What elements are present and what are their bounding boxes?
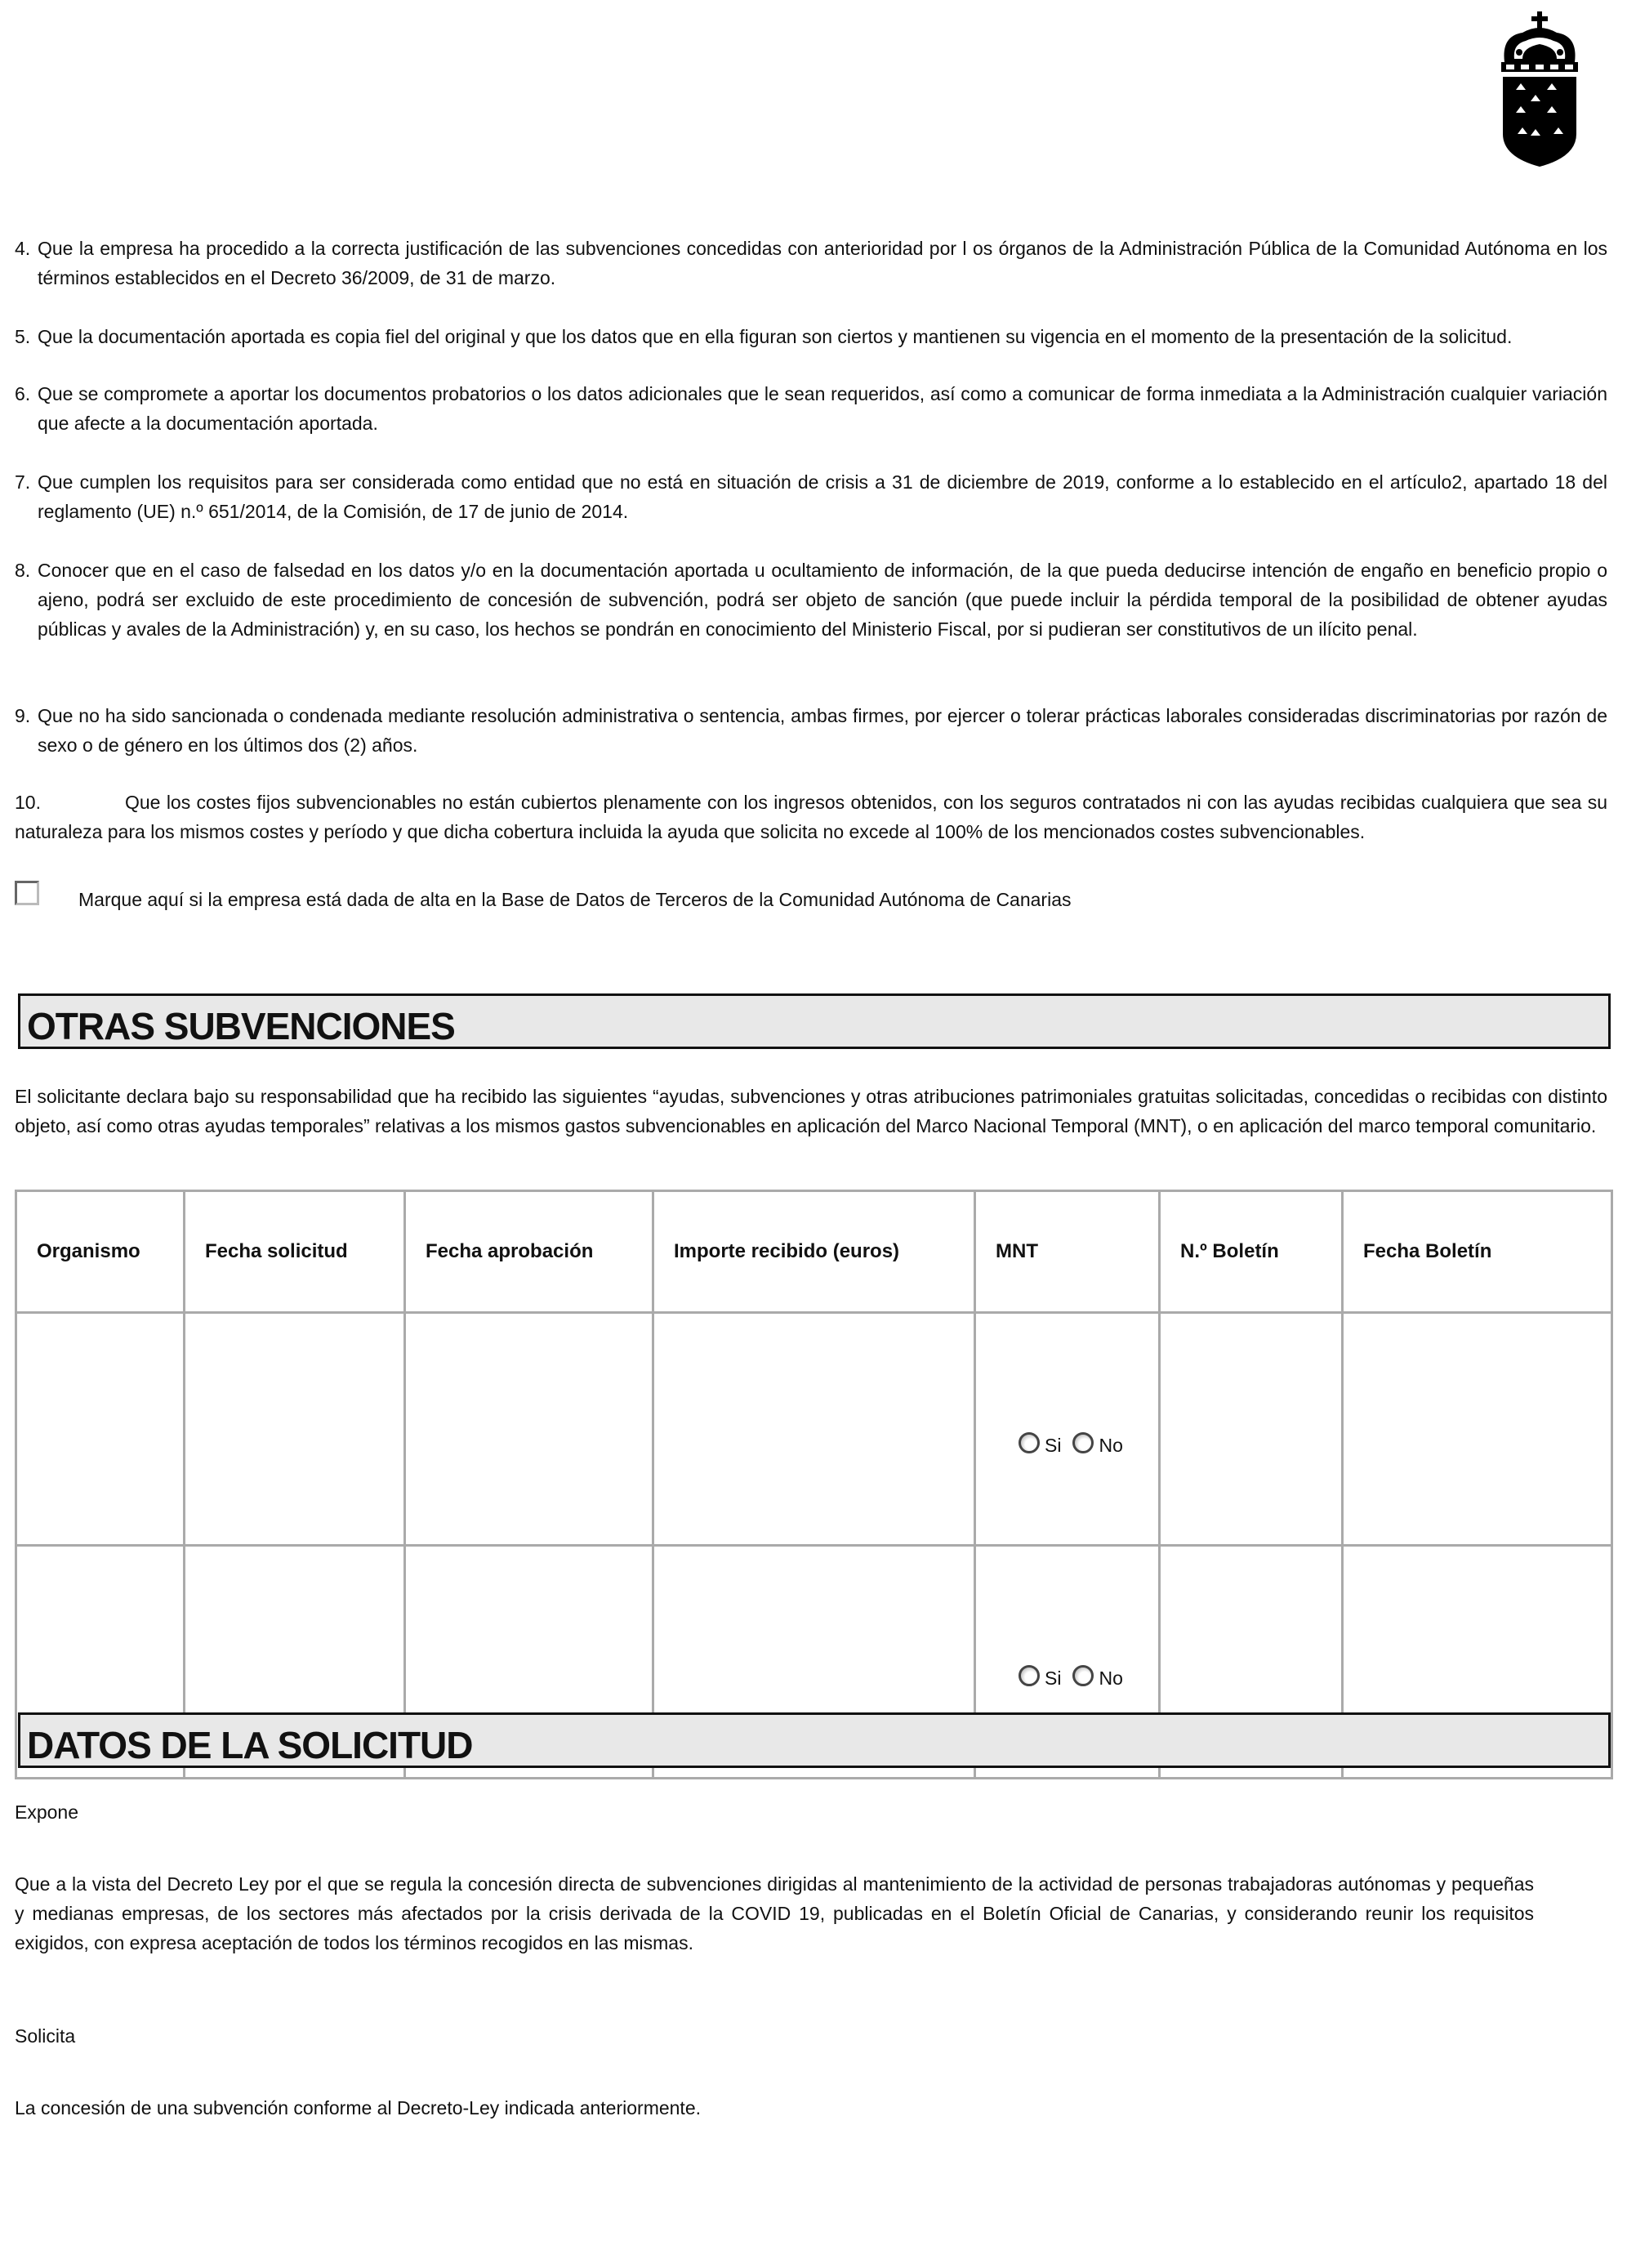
radio-label-si: Si	[1045, 1668, 1062, 1689]
declaration-item	[15, 467, 1607, 526]
declaration-item	[15, 788, 1607, 846]
column-header: Importe recibido (euros)	[653, 1191, 975, 1313]
radio-label-no: No	[1099, 1668, 1123, 1689]
radio-label-no: No	[1099, 1435, 1123, 1456]
item-text: Que la documentación aportada es copia fiel del original y que los datos que en ella figuran son ciertos y mantienen su vigencia en el momento de la presentación de la solicitud.	[38, 326, 1513, 347]
mnt-radio-si[interactable]	[1019, 1665, 1040, 1686]
solicita-text: La concesión de una subvención conforme al Decreto-Ley indicada anteriormente.	[15, 2097, 702, 2118]
expone-text: Que a la vista del Decreto Ley por el que se regula la concesión directa de subvenciones dirigidas al mantenimiento de la actividad de personas trabajadoras autónomas y pequeñas y medianas empresas, de los sectores más afectados por la crisis derivada de la COVID 19, publicadas en el Boletín Oficial de Canarias, y considerando reunir los requisitos exigidos, con expresa aceptación de todos los términos recogidos en las mismas.	[15, 1873, 1534, 1953]
column-header: Fecha solicitud	[185, 1191, 405, 1313]
item-text: Que se compromete a aportar los documentos probatorios o los datos adicionales que le sean requeridos, así como a comunicar de forma inmediata a la Administración cualquier variación que afecte a la documentación aportada.	[38, 383, 1607, 434]
declaration-item	[15, 234, 1607, 292]
column-header: MNT	[975, 1191, 1160, 1313]
mnt-cell	[975, 1313, 1160, 1546]
terceros-checkbox[interactable]	[15, 881, 39, 905]
table-header-row	[16, 1191, 1612, 1313]
item-text: Que no ha sido sancionada o condenada mediante resolución administrativa o sentencia, ambas firmes, por ejercer o tolerar prácticas laborales consideradas discriminatorias por razón de sexo o de género en los últimos dos (2) años.	[38, 705, 1607, 756]
section-header-otras-subvenciones	[18, 993, 1611, 1049]
mnt-radio-si[interactable]	[1019, 1432, 1040, 1453]
item-number: 7.	[15, 471, 31, 493]
declaration-item	[15, 379, 1607, 438]
item-text: Que los costes fijos subvencionables no están cubiertos plenamente con los ingresos obtenidos, con los seguros contratados ni con las ayudas recibidas cualquiera que sea su naturaleza para los mismos costes y período y que dicha cobertura incluida la ayuda que solicita no excede al 100% de los mencionados costes subvencionables.	[15, 792, 1607, 842]
column-header: Organismo	[16, 1191, 185, 1313]
fecha-solicitud-cell[interactable]	[185, 1313, 405, 1546]
item-number: 4.	[15, 238, 31, 259]
item-number: 6.	[15, 383, 31, 404]
item-number: 8.	[15, 560, 31, 581]
solicita-label: Solicita	[15, 2025, 76, 2047]
column-header: N.º Boletín	[1160, 1191, 1343, 1313]
column-header: Fecha Boletín	[1343, 1191, 1612, 1313]
organismo-cell[interactable]	[16, 1313, 185, 1546]
table-row	[16, 1313, 1612, 1546]
otras-subvenciones-intro: El solicitante declara bajo su responsabilidad que ha recibido las siguientes “ayudas, subvenciones y otras atribuciones patrimoniales gratuitas solicitadas, concedidas o recibidas con distinto objeto, así como otras ayudas temporales” relativas a los mismos gastos subvencionables en aplicación del Marco Nacional Temporal (MNT), o en aplicación del marco temporal comunitario.	[15, 1086, 1607, 1136]
mnt-radio-no[interactable]	[1072, 1665, 1094, 1686]
item-text: Conocer que en el caso de falsedad en los datos y/o en la documentación aportada u ocultamiento de información, de la que pueda deducirse intención de engaño en beneficio propio o ajeno, podrá ser excluido de este procedimiento de concesión de subvención, podrá ser objeto de sanción (que puede incluir la pérdida temporal de la posibilidad de obtener ayudas públicas y avales de la Administración) y, en su caso, los hechos se pondrán en conocimiento del Ministerio Fiscal, por si pudieran ser constitutivos de un ilícito penal.	[38, 560, 1607, 640]
fecha-boletin-cell[interactable]	[1343, 1313, 1612, 1546]
declaration-item	[15, 322, 1607, 351]
section-title: OTRAS SUBVENCIONES	[27, 1005, 455, 1047]
item-text: Que cumplen los requisitos para ser considerada como entidad que no está en situación de crisis a 31 de diciembre de 2019, conforme a lo establecido en el artículo2, apartado 18 del reglamento (UE) n.º 651/2014, de la Comisión, de 17 de junio de 2014.	[38, 471, 1607, 522]
item-number: 5.	[15, 326, 31, 347]
declaration-item	[15, 556, 1607, 644]
declaration-item	[15, 701, 1607, 760]
otras-subvenciones-table	[15, 1190, 1613, 1779]
column-header: Fecha aprobación	[405, 1191, 653, 1313]
section-header-datos-solicitud	[18, 1712, 1611, 1768]
item-number: 10.	[15, 792, 41, 813]
mnt-radio-no[interactable]	[1072, 1432, 1094, 1453]
item-number: 9.	[15, 705, 31, 726]
fecha-aprobacion-cell[interactable]	[405, 1313, 653, 1546]
boletin-cell[interactable]	[1160, 1313, 1343, 1546]
section-title: DATOS DE LA SOLICITUD	[27, 1724, 473, 1766]
expone-label: Expone	[15, 1801, 79, 1823]
importe-cell[interactable]	[653, 1313, 975, 1546]
item-text: Que la empresa ha procedido a la correcta justificación de las subvenciones concedidas con anterioridad por l os órganos de la Administración Pública de la Comunidad Autónoma en los términos establecidos en el Decreto 36/2009, de 31 de marzo.	[38, 238, 1607, 288]
terceros-checkbox-label: Marque aquí si la empresa está dada de alta en la Base de Datos de Terceros de la Comunidad Autónoma de Canarias	[78, 889, 1072, 910]
radio-label-si: Si	[1045, 1435, 1062, 1456]
coat-of-arms-icon	[1498, 11, 1581, 167]
